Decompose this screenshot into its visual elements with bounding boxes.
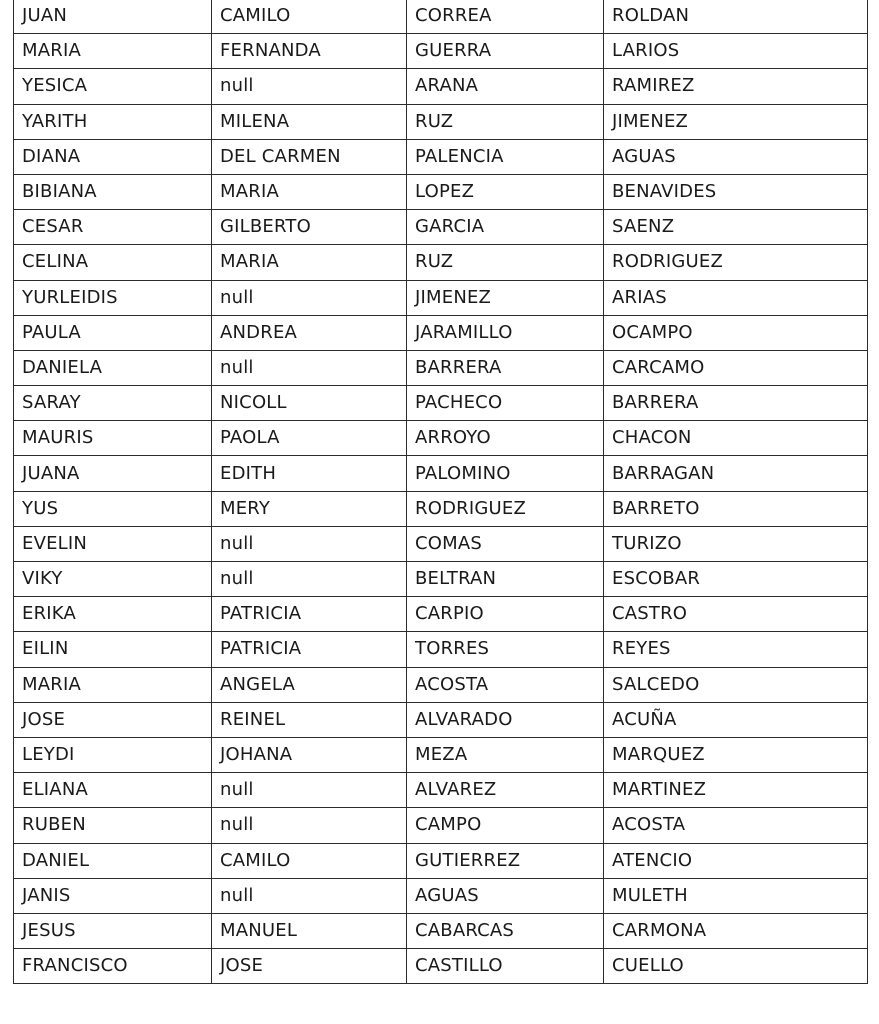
middle-name-cell: GILBERTO: [212, 210, 407, 245]
middle-name-cell: MANUEL: [212, 913, 407, 948]
names-table-body: [14, 0, 868, 984]
middle-name-cell: NICOLL: [212, 386, 407, 421]
second-surname-cell: BARRETO: [604, 491, 868, 526]
second-surname-cell: CARMONA: [604, 913, 868, 948]
first-surname-cell: ACOSTA: [407, 667, 604, 702]
second-surname-cell: RAMIREZ: [604, 69, 868, 104]
first-name-cell: MARIA: [14, 34, 212, 69]
middle-name-cell: PATRICIA: [212, 597, 407, 632]
first-name-cell: FRANCISCO: [14, 949, 212, 984]
second-surname-cell: REYES: [604, 632, 868, 667]
first-surname-cell: MEZA: [407, 737, 604, 772]
table-row: [14, 843, 868, 878]
second-surname-cell: ROLDAN: [604, 0, 868, 34]
table-row: [14, 562, 868, 597]
first-surname-cell: CORREA: [407, 0, 604, 34]
first-surname-cell: JIMENEZ: [407, 280, 604, 315]
first-surname-cell: CARPIO: [407, 597, 604, 632]
middle-name-cell: MERY: [212, 491, 407, 526]
second-surname-cell: SAENZ: [604, 210, 868, 245]
first-surname-cell: GUTIERREZ: [407, 843, 604, 878]
table-row: [14, 737, 868, 772]
table-row: [14, 667, 868, 702]
second-surname-cell: ACUÑA: [604, 702, 868, 737]
middle-name-cell: CAMILO: [212, 0, 407, 34]
second-surname-cell: BARRERA: [604, 386, 868, 421]
first-surname-cell: LOPEZ: [407, 174, 604, 209]
table-row: [14, 104, 868, 139]
second-surname-cell: ESCOBAR: [604, 562, 868, 597]
middle-name-cell: ANDREA: [212, 315, 407, 350]
second-surname-cell: CHACON: [604, 421, 868, 456]
first-name-cell: ELIANA: [14, 773, 212, 808]
second-surname-cell: BENAVIDES: [604, 174, 868, 209]
table-row: [14, 773, 868, 808]
middle-name-cell: MILENA: [212, 104, 407, 139]
second-surname-cell: CASTRO: [604, 597, 868, 632]
first-surname-cell: AGUAS: [407, 878, 604, 913]
first-surname-cell: TORRES: [407, 632, 604, 667]
first-surname-cell: PACHECO: [407, 386, 604, 421]
second-surname-cell: ACOSTA: [604, 808, 868, 843]
first-surname-cell: ALVAREZ: [407, 773, 604, 808]
second-surname-cell: MARQUEZ: [604, 737, 868, 772]
table-row: [14, 386, 868, 421]
table-row: [14, 350, 868, 385]
first-name-cell: CELINA: [14, 245, 212, 280]
second-surname-cell: ARIAS: [604, 280, 868, 315]
first-surname-cell: GARCIA: [407, 210, 604, 245]
first-name-cell: JESUS: [14, 913, 212, 948]
table-row: [14, 808, 868, 843]
first-name-cell: EILIN: [14, 632, 212, 667]
middle-name-cell: null: [212, 526, 407, 561]
table-row: [14, 139, 868, 174]
middle-name-cell: MARIA: [212, 174, 407, 209]
first-name-cell: ERIKA: [14, 597, 212, 632]
first-name-cell: LEYDI: [14, 737, 212, 772]
table-row: [14, 174, 868, 209]
table-row: [14, 34, 868, 69]
table-row: [14, 526, 868, 561]
second-surname-cell: MULETH: [604, 878, 868, 913]
first-name-cell: JUAN: [14, 0, 212, 34]
second-surname-cell: ATENCIO: [604, 843, 868, 878]
table-row: [14, 0, 868, 34]
second-surname-cell: TURIZO: [604, 526, 868, 561]
names-sheet: [13, 0, 867, 984]
first-name-cell: EVELIN: [14, 526, 212, 561]
first-name-cell: MARIA: [14, 667, 212, 702]
middle-name-cell: MARIA: [212, 245, 407, 280]
middle-name-cell: FERNANDA: [212, 34, 407, 69]
middle-name-cell: PATRICIA: [212, 632, 407, 667]
table-row: [14, 456, 868, 491]
first-surname-cell: GUERRA: [407, 34, 604, 69]
first-name-cell: YESICA: [14, 69, 212, 104]
middle-name-cell: CAMILO: [212, 843, 407, 878]
middle-name-cell: JOSE: [212, 949, 407, 984]
first-name-cell: SARAY: [14, 386, 212, 421]
middle-name-cell: null: [212, 562, 407, 597]
first-surname-cell: BARRERA: [407, 350, 604, 385]
second-surname-cell: JIMENEZ: [604, 104, 868, 139]
first-name-cell: YURLEIDIS: [14, 280, 212, 315]
table-row: [14, 632, 868, 667]
first-name-cell: DIANA: [14, 139, 212, 174]
second-surname-cell: LARIOS: [604, 34, 868, 69]
first-name-cell: YARITH: [14, 104, 212, 139]
middle-name-cell: null: [212, 878, 407, 913]
first-surname-cell: RUZ: [407, 245, 604, 280]
table-row: [14, 913, 868, 948]
first-surname-cell: RODRIGUEZ: [407, 491, 604, 526]
table-row: [14, 421, 868, 456]
middle-name-cell: null: [212, 280, 407, 315]
first-surname-cell: CABARCAS: [407, 913, 604, 948]
second-surname-cell: BARRAGAN: [604, 456, 868, 491]
first-surname-cell: ARROYO: [407, 421, 604, 456]
first-name-cell: PAULA: [14, 315, 212, 350]
second-surname-cell: SALCEDO: [604, 667, 868, 702]
first-name-cell: JUANA: [14, 456, 212, 491]
first-surname-cell: CASTILLO: [407, 949, 604, 984]
second-surname-cell: AGUAS: [604, 139, 868, 174]
first-surname-cell: BELTRAN: [407, 562, 604, 597]
first-name-cell: MAURIS: [14, 421, 212, 456]
second-surname-cell: CARCAMO: [604, 350, 868, 385]
first-name-cell: CESAR: [14, 210, 212, 245]
second-surname-cell: RODRIGUEZ: [604, 245, 868, 280]
middle-name-cell: EDITH: [212, 456, 407, 491]
middle-name-cell: DEL CARMEN: [212, 139, 407, 174]
middle-name-cell: REINEL: [212, 702, 407, 737]
table-row: [14, 597, 868, 632]
first-surname-cell: CAMPO: [407, 808, 604, 843]
first-name-cell: BIBIANA: [14, 174, 212, 209]
first-name-cell: JANIS: [14, 878, 212, 913]
first-name-cell: JOSE: [14, 702, 212, 737]
middle-name-cell: null: [212, 350, 407, 385]
first-surname-cell: COMAS: [407, 526, 604, 561]
table-row: [14, 69, 868, 104]
first-surname-cell: PALOMINO: [407, 456, 604, 491]
first-name-cell: DANIEL: [14, 843, 212, 878]
first-surname-cell: ARANA: [407, 69, 604, 104]
first-surname-cell: ALVARADO: [407, 702, 604, 737]
table-row: [14, 949, 868, 984]
table-row: [14, 878, 868, 913]
table-row: [14, 315, 868, 350]
names-table: [13, 0, 868, 984]
middle-name-cell: null: [212, 773, 407, 808]
middle-name-cell: ANGELA: [212, 667, 407, 702]
first-surname-cell: RUZ: [407, 104, 604, 139]
middle-name-cell: JOHANA: [212, 737, 407, 772]
second-surname-cell: CUELLO: [604, 949, 868, 984]
table-row: [14, 280, 868, 315]
first-name-cell: VIKY: [14, 562, 212, 597]
middle-name-cell: PAOLA: [212, 421, 407, 456]
table-row: [14, 210, 868, 245]
first-surname-cell: JARAMILLO: [407, 315, 604, 350]
table-row: [14, 245, 868, 280]
table-row: [14, 491, 868, 526]
middle-name-cell: null: [212, 808, 407, 843]
second-surname-cell: OCAMPO: [604, 315, 868, 350]
first-name-cell: DANIELA: [14, 350, 212, 385]
table-row: [14, 702, 868, 737]
first-surname-cell: PALENCIA: [407, 139, 604, 174]
middle-name-cell: null: [212, 69, 407, 104]
second-surname-cell: MARTINEZ: [604, 773, 868, 808]
first-name-cell: YUS: [14, 491, 212, 526]
first-name-cell: RUBEN: [14, 808, 212, 843]
